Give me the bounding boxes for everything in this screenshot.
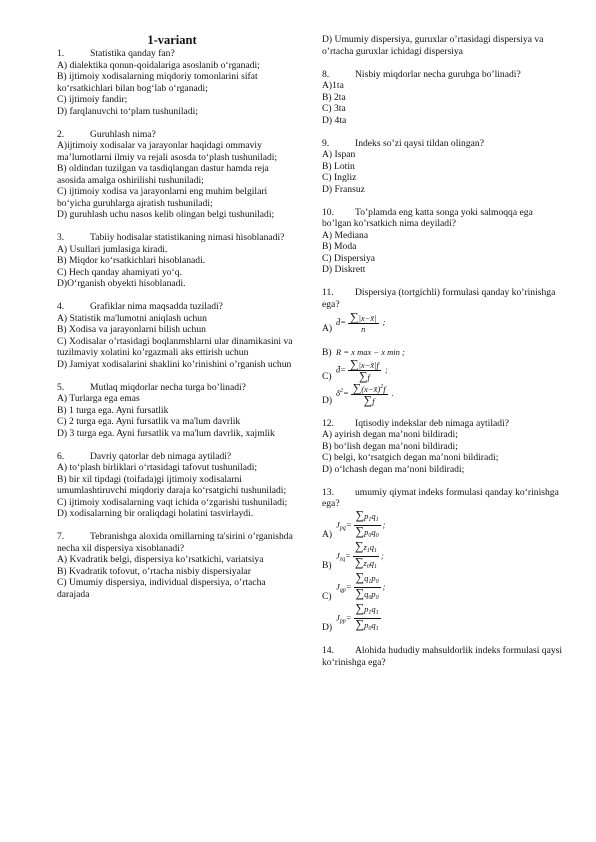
question-text: Alohida hududiy mahsuldorlik indeks formulasi qaysi ko‘rinishga ega?: [322, 645, 563, 668]
question-text: To’plamda eng katta songa yoki salmoqqa ega bo’lgan ko’rsatkich nima deyiladi?: [322, 206, 533, 229]
question-heading: [322, 207, 564, 230]
option-text: A) Kvadratik belgi, dispersiya ko’rsatkichi, variatsiya: [57, 554, 264, 565]
option-text: B) ijtimoiy xodisalarning miqdoriy tomonlarini sifat ko‘rsatkichlari bilan bog‘lab o‘rganadi;: [57, 71, 258, 94]
option-label: C): [322, 591, 332, 602]
question-text: Indeks so’zi qaysi tildan olingan?: [355, 137, 484, 149]
option-text: B) Kvadratik tofovut, o’rtacha nisbiy dispersiyalar: [57, 565, 251, 577]
question-text: Mutlaq miqdorlar necha turga bo’linadi?: [90, 381, 246, 393]
option-text: D) 3 turga ega. Ayni fursatlik va ma'lum davrlik, xajmlik: [57, 427, 275, 439]
option-text: B) 2ta: [322, 91, 346, 103]
question-heading: [57, 531, 297, 554]
option-text: D) Diskrett: [322, 264, 366, 275]
question-7: [57, 531, 297, 600]
option-text: A) Statistik ma'lumotni aniqlash uchun: [57, 312, 207, 324]
question-number: 4.: [57, 301, 65, 312]
question-number: 2.: [57, 128, 65, 140]
option-text: C) belgi, ko‘rsatgich degan ma’noni bildiradi;: [322, 452, 499, 463]
option-label: A): [322, 322, 333, 334]
question-heading: [57, 301, 297, 313]
option-text: C) ijtimoiy xodisalarning vaqt ichida o‘zgarishi tushuniladi;: [57, 496, 288, 508]
option-text: C) Hech qanday ahamiyati yo‘q.: [57, 266, 182, 278]
question-6: [57, 451, 297, 520]
formula: $J_{qp}=$ $\frac{\sum q_1p_0}{\sum q_0p_0}$ ;: [336, 569, 386, 601]
option-text: C) Ingliz: [322, 172, 357, 183]
option-text: B) Lotin: [322, 160, 355, 172]
option-text: A) Ispan: [322, 149, 356, 160]
question-text: Statistika qanday fan?: [90, 48, 175, 59]
question-text: Tabiiy hodisalar statistikaning nimasi hisoblanadi?: [90, 232, 285, 243]
question-heading: [57, 232, 297, 244]
option-text: B) oldindan tuzilgan va tasdiqlangan dastur hamda reja asosida amalga oshirilishi tushuniladi;: [57, 163, 269, 186]
option-text: A) to‘plash birliklari o‘rtasidagi tafovut tushuniladi;: [57, 462, 258, 473]
question-heading: [322, 287, 564, 310]
question-heading: [322, 69, 564, 81]
option-text: A) Usullari jumlasiga kiradi.: [57, 243, 168, 255]
option-text: D) xodisalarning bir oraliqdagi holatini tasvirlaydi.: [57, 508, 254, 519]
option-label: A): [322, 529, 333, 540]
left-column: [57, 34, 297, 612]
option-text: C) 3ta: [322, 103, 346, 114]
question-number: 12.: [322, 417, 334, 429]
option-formula: [322, 358, 564, 382]
option-text: B) bir xil tipdagi (toifada)gi ijtimoiy xodisalarni umumlashtiruvchi miqdoriy daraja ko‘rsatgichi tushuniladi;: [57, 473, 287, 496]
option-text: D) Umumiy dispersiya, guruxlar o’rtasidagi dispersiya va o’rtacha guruxlar ichidagi dispersiya: [322, 34, 544, 57]
question-number: 8.: [322, 68, 330, 80]
formula: $J_{pq}=$ $\frac{\sum p_1q_1}{\sum p_0q_0}$ ;: [336, 507, 386, 539]
option-text: D) guruhlash uchu nasos kelib olingan belgi tushuniladi;: [57, 209, 275, 220]
question-text: umumiy qiymat indeks formulasi qanday ko‘rinishga ega?: [322, 486, 559, 509]
option-text: B) Miqdor ko‘rsatkichlari hisoblanadi.: [57, 255, 206, 266]
option-text: D) farqlanuvchi to‘plam tushuniladi;: [57, 105, 198, 117]
question-number: 5.: [57, 381, 65, 393]
question-number: 14.: [322, 645, 334, 656]
question-4: [57, 301, 297, 370]
question-number: 3.: [57, 232, 65, 243]
question-number: 1.: [57, 48, 65, 59]
question-text: Iqtisodiy indekslar deb nimaga aytiladi?: [355, 417, 509, 429]
option-text: B) 1 turga ega. Ayni fursatlik: [57, 404, 169, 416]
option-label: D): [322, 622, 333, 633]
question-text: Grafiklar nima maqsadda tuziladi?: [90, 301, 223, 312]
option-text: C) ijtimoiy xodisa va jarayonlarni eng muhim belgilari bo‘yicha guruhlarga ajratish tushuniladi;: [57, 186, 268, 209]
question-heading: [57, 48, 297, 60]
option-text: D)O‘rganish obyekti hisoblanadi.: [57, 278, 186, 289]
question-heading: [322, 138, 564, 150]
question-heading: [57, 129, 297, 141]
question-5: [57, 382, 297, 440]
option-text: D) 4ta: [322, 114, 347, 126]
question-7-continuation: [322, 34, 564, 57]
option-formula: [322, 310, 564, 334]
question-2: [57, 129, 297, 221]
question-text: Tebranishga aloxida omillarning ta'sirini o’rganishda necha xil dispersiya xisoblanadi?: [57, 531, 293, 554]
formula: d̄= $\frac{\sum|x-x̄|}{n}$ ;: [336, 310, 386, 334]
question-3: [57, 232, 297, 290]
option-text: A)1ta: [322, 80, 344, 91]
option-text: A) Mediana: [322, 229, 369, 241]
question-heading: [57, 382, 297, 394]
option-formula: [322, 507, 564, 541]
question-heading: [57, 451, 297, 463]
question-14: [322, 645, 564, 668]
option-formula: [322, 538, 564, 572]
formula: R = x max − x min ;: [336, 346, 405, 357]
question-number: 11.: [322, 287, 334, 298]
option-formula: [322, 600, 564, 634]
formula: $J_{pp}=$ $\frac{\sum p_1q_1}{\sum p_0q_1}$: [336, 600, 379, 632]
option-text: C) Xodisalar o’rtasidagi boqlanmshlarni ular dinamikasini va tuzilmaviy xolatini ko’rgazmali aks ettirish uchun: [57, 335, 293, 358]
option-text: A)ijtimoiy xodisalar va jarayonlar haqidagi ommaviy ma’lumotlarni ilmiy va rejali asosda to‘plash tushuniladi;: [57, 140, 278, 163]
option-text: D) o‘lchash degan ma’noni bildiradi;: [322, 463, 465, 475]
question-10: [322, 207, 564, 276]
question-number: 6.: [57, 450, 65, 462]
option-text: A) dialektika qonun-qoidalariga asoslanib o‘rganadi;: [57, 59, 260, 71]
option-text: B) Xodisa va jarayonlarni bilish uchun: [57, 324, 206, 335]
question-number: 7.: [57, 531, 65, 542]
option-text: A) Turlarga ega emas: [57, 393, 140, 404]
question-13: [322, 487, 564, 634]
question-1: [57, 48, 297, 117]
option-label: B): [322, 346, 332, 358]
question-heading: [322, 418, 564, 430]
option-text: C) 2 turga ega. Ayni fursatlik va ma'lum davrlik: [57, 416, 241, 427]
question-heading: [322, 487, 564, 510]
option-formula: [322, 334, 564, 358]
option-text: D) Fransuz: [322, 183, 365, 195]
question-text: Davriy qatorlar deb nimaga aytiladi?: [90, 450, 232, 462]
formula: d̄= $\frac{\sum|x-x̄|f}{\sum f}$ ;: [336, 357, 388, 383]
option-text: D) Jamiyat xodisalarini shaklini ko’rinishini o’rganish uchun: [57, 358, 292, 370]
option-label: D): [322, 394, 333, 406]
page-title: 1-variant: [147, 33, 197, 47]
option-text: B) bo‘lish degan ma’noni bildiradi;: [322, 440, 458, 452]
question-11: [322, 287, 564, 406]
option-formula: [322, 569, 564, 603]
question-number: 10.: [322, 206, 334, 218]
formula: $J_{zq}=$ $\frac{\sum z_1q_1}{\sum z_0q_1}$ ;: [336, 538, 384, 570]
question-text: Guruhlash nima?: [90, 128, 156, 140]
question-heading: [322, 645, 564, 668]
option-label: B): [322, 560, 332, 571]
option-formula: [322, 382, 564, 406]
question-8: [322, 69, 564, 127]
question-number: 9.: [322, 137, 330, 149]
question-9: [322, 138, 564, 196]
option-text: C) ijtimoiy fandir;: [57, 94, 128, 105]
option-text: B) Moda: [322, 241, 357, 252]
question-text: Nisbiy miqdorlar necha guruhga bo’linadi?: [355, 68, 521, 80]
formula: $\delta^2=$ $\frac{\sum(x-x̄)^2f}{\sum f}$ .: [336, 381, 394, 407]
question-number: 13.: [322, 486, 334, 498]
question-12: [322, 418, 564, 476]
option-text: C) Umumiy dispersiya, individual dispersiya, o’rtacha darajada: [57, 577, 266, 600]
right-column: [322, 34, 564, 680]
option-text: C) Dispersiya: [322, 252, 376, 264]
option-text: A) ayirish degan ma’noni bildiradi;: [322, 429, 458, 440]
option-label: C): [322, 370, 332, 382]
question-text: Dispersiya (tortgichli) formulasi qanday ko’rinishga ega?: [322, 287, 556, 310]
